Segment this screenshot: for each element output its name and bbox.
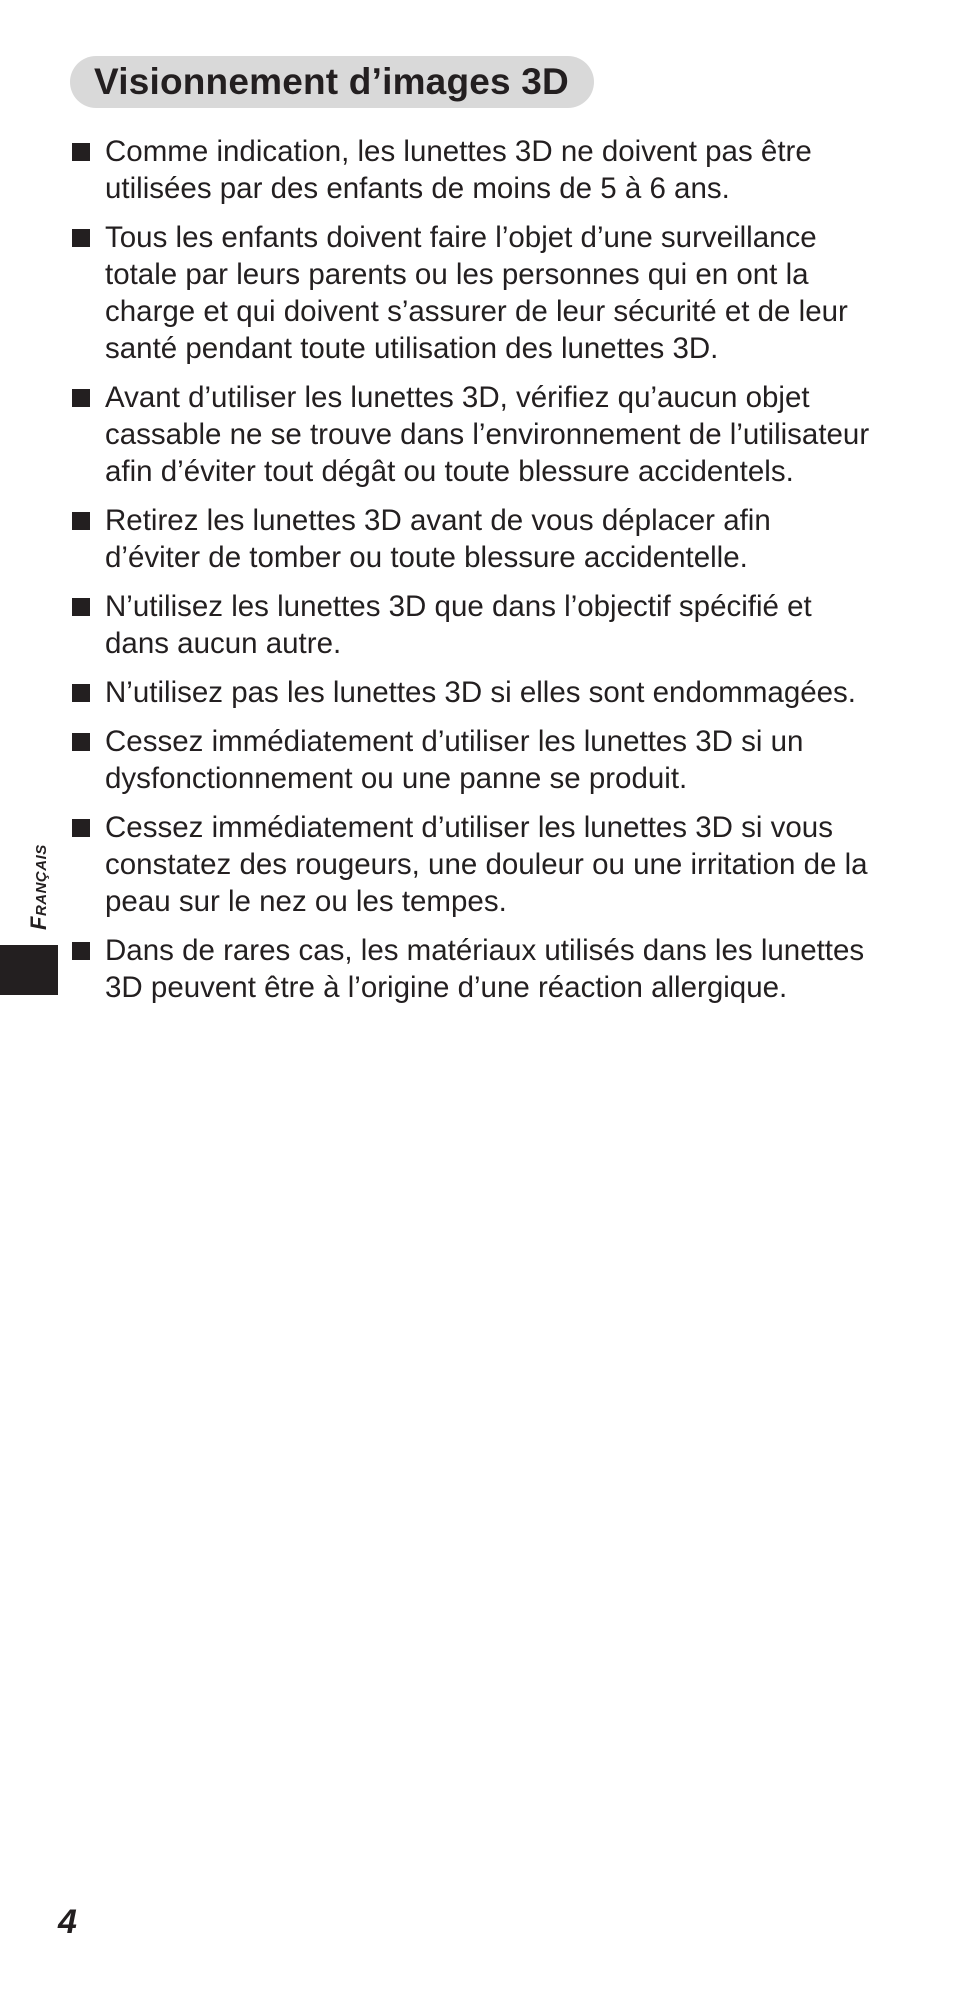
square-bullet-icon	[72, 684, 90, 702]
list-item	[72, 133, 872, 207]
page-number: 4	[58, 1903, 77, 1941]
square-bullet-icon	[72, 143, 90, 161]
list-item-text: N’utilisez pas les lunettes 3D si elles sont endommagées.	[105, 676, 856, 709]
list-item-text: N’utilisez les lunettes 3D que dans l’objectif spécifié et dans aucun autre.	[105, 590, 812, 660]
list-item-text: Tous les enfants doivent faire l’objet d’une surveillance totale par leurs parents ou les personnes qui en ont la charge et qui doivent s’assurer de leur sécurité et de leur santé pendant toute utilisation des lunettes 3D.	[105, 221, 848, 365]
square-bullet-icon	[72, 819, 90, 837]
list-item-text: Dans de rares cas, les matériaux utilisés dans les lunettes 3D peuvent être à l’origine d’une réaction allergique.	[105, 934, 865, 1004]
square-bullet-icon	[72, 942, 90, 960]
list-item	[72, 723, 872, 797]
list-item	[72, 219, 872, 367]
square-bullet-icon	[72, 598, 90, 616]
list-item-text: Cessez immédiatement d’utiliser les lunettes 3D si vous constatez des rougeurs, une douleur ou une irritation de la peau sur le nez ou les tempes.	[105, 811, 868, 918]
list-item	[72, 588, 872, 662]
list-item-text: Cessez immédiatement d’utiliser les lunettes 3D si un dysfonctionnement ou une panne se produit.	[105, 725, 804, 795]
section-title: Visionnement d’images 3D	[94, 61, 569, 102]
list-item	[72, 674, 872, 711]
square-bullet-icon	[72, 733, 90, 751]
section-title-pill	[70, 56, 594, 108]
language-tab-marker	[0, 945, 58, 995]
warning-list	[72, 133, 872, 1018]
list-item-text: Avant d’utiliser les lunettes 3D, vérifiez qu’aucun objet cassable ne se trouve dans l’environnement de l’utilisateur afin d’éviter tout dégât ou toute blessure accidentels.	[105, 381, 870, 488]
list-item	[72, 932, 872, 1006]
list-item	[72, 379, 872, 490]
list-item-text: Retirez les lunettes 3D avant de vous déplacer afin d’éviter de tomber ou toute blessure accidentelle.	[105, 504, 771, 574]
square-bullet-icon	[72, 512, 90, 530]
language-side-label: Français	[26, 844, 51, 930]
list-item	[72, 809, 872, 920]
list-item	[72, 502, 872, 576]
square-bullet-icon	[72, 229, 90, 247]
list-item-text: Comme indication, les lunettes 3D ne doivent pas être utilisées par des enfants de moins de 5 à 6 ans.	[105, 135, 812, 205]
square-bullet-icon	[72, 389, 90, 407]
